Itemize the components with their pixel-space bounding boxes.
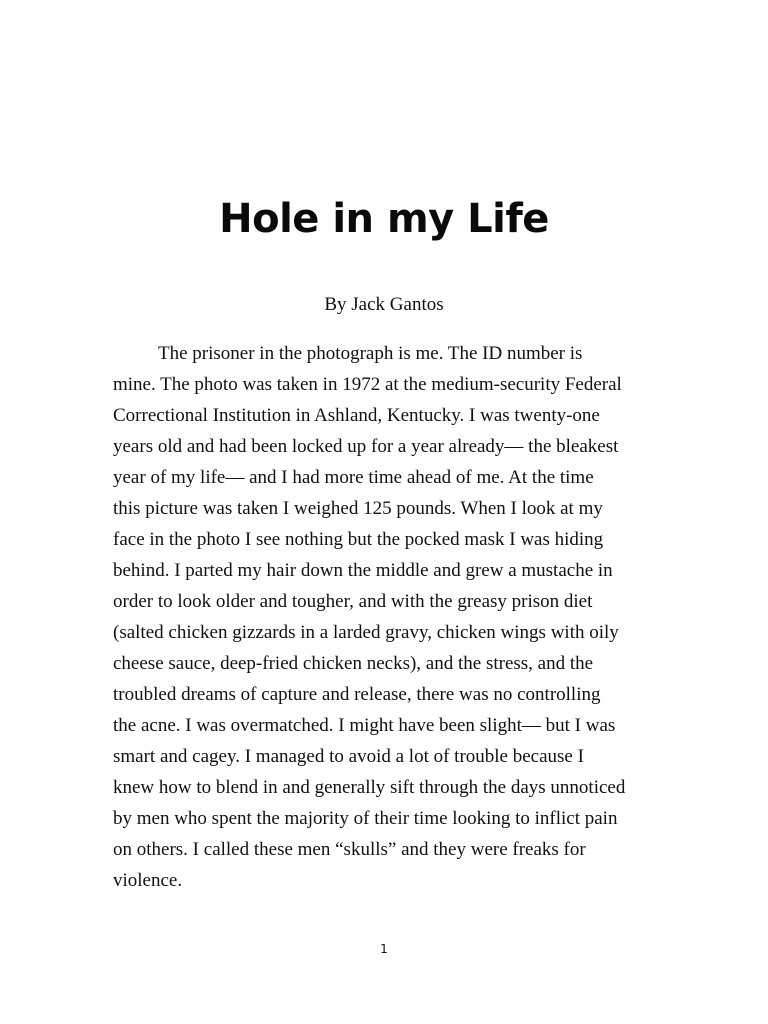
paragraph-line: years old and had been locked up for a year already— the bleakest <box>113 436 619 457</box>
paragraph-line: Correctional Institution in Ashland, Kentucky. I was twenty-one <box>113 405 600 426</box>
paragraph-line: order to look older and tougher, and with the greasy prison diet <box>113 591 593 612</box>
author-byline: By Jack Gantos <box>324 294 444 315</box>
paragraph-line: on others. I called these men “skulls” and they were freaks for <box>113 839 586 860</box>
paragraph-line: by men who spent the majority of their time looking to inflict pain <box>113 808 618 829</box>
paragraph-line: the acne. I was overmatched. I might have been slight— but I was <box>113 715 616 736</box>
body-paragraph <box>113 338 653 896</box>
paragraph-line: The prisoner in the photograph is me. The ID number is <box>158 343 583 364</box>
paragraph-line: smart and cagey. I managed to avoid a lot of trouble because I <box>113 746 584 767</box>
paragraph-line: mine. The photo was taken in 1972 at the medium-security Federal <box>113 374 622 395</box>
paragraph-line: (salted chicken gizzards in a larded gravy, chicken wings with oily <box>113 622 619 643</box>
document-title: Hole in my Life <box>219 196 549 242</box>
paragraph-line: knew how to blend in and generally sift through the days unnoticed <box>113 777 626 798</box>
paragraph-line: face in the photo I see nothing but the pocked mask I was hiding <box>113 529 604 550</box>
paragraph-line: year of my life— and I had more time ahead of me. At the time <box>113 467 594 488</box>
paragraph-line: behind. I parted my hair down the middle and grew a mustache in <box>113 560 613 581</box>
paragraph-line: violence. <box>113 870 183 891</box>
paragraph-line: cheese sauce, deep-fried chicken necks), and the stress, and the <box>113 653 594 674</box>
page-number: 1 <box>380 942 388 956</box>
paragraph-line: troubled dreams of capture and release, there was no controlling <box>113 684 601 705</box>
paragraph-line: this picture was taken I weighed 125 pounds. When I look at my <box>113 498 603 519</box>
